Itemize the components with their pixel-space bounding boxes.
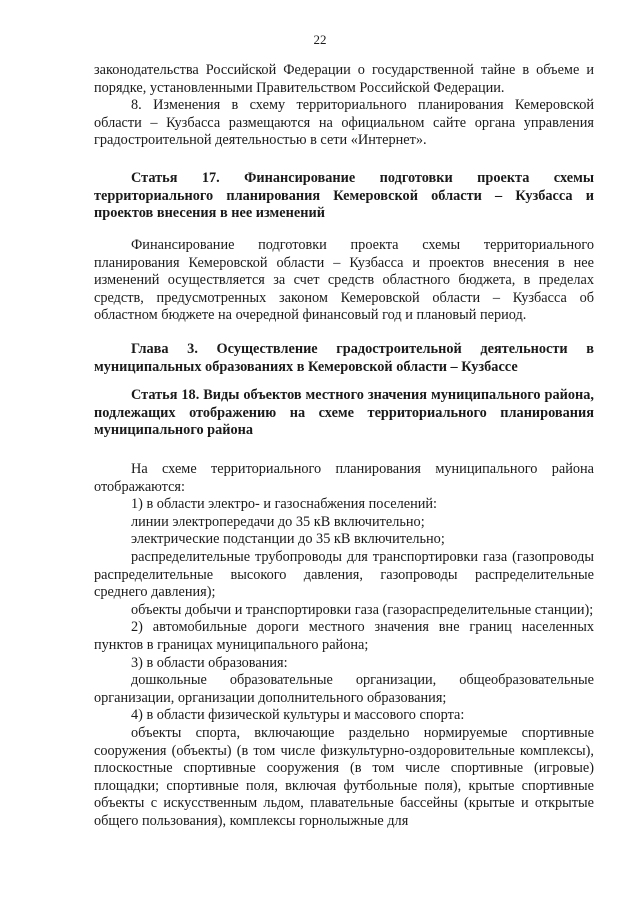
intro-paragraph: законодательства Российской Федерации о государственной тайне в объеме и порядке, установленными Правительством Российской Федерации.	[94, 62, 594, 96]
article-18-heading: Статья 18. Виды объектов местного значения муниципального района, подлежащих отображению на схеме территориального планирования муниципального района	[94, 387, 594, 439]
article-17-body-block	[94, 237, 594, 325]
article-18-paragraph: 3) в области образования:	[131, 654, 288, 671]
article-18-paragraph: объекты добычи и транспортировки газа (газораспределительные станции);	[131, 601, 594, 618]
intro-paragraph-8: 8. Изменения в схему территориального планирования Кемеровской области – Кузбасса размещаются на официальном сайте органа управления градостроительной деятельностью в сети «Интернет».	[94, 97, 594, 149]
article-18-paragraph: 4) в области физической культуры и массового спорта:	[131, 707, 465, 724]
article-17-heading: Статья 17. Финансирование подготовки проекта схемы территориального планирования Кемеровской области – Кузбасса и проектов внесения в нее изменений	[94, 170, 594, 222]
article-18-paragraph: распределительные трубопроводы для транспортировки газа (газопроводы распределительные высокого давления, газопроводы распределительные среднего давления);	[94, 548, 594, 601]
article-18-paragraph: электрические подстанции до 35 кВ включительно;	[131, 531, 445, 548]
chapter-3-heading: Глава 3. Осуществление градостроительной деятельности в муниципальных образованиях в Кемеровской области – Кузбассе	[94, 341, 594, 375]
article-17-body: Финансирование подготовки проекта схемы территориального планирования Кемеровской области – Кузбасса и проектов внесения в нее изменений осуществляется за счет средств областного бюджета, в пределах средств, предусмотренных законом Кемеровской области – Кузбасса об областном бюджете на очередной финансовый год и плановый период.	[94, 237, 594, 324]
article-18-paragraph: линии электропередачи до 35 кВ включительно;	[131, 513, 425, 530]
article-18-paragraph: дошкольные образовательные организации, общеобразовательные организации, организации дополнительного образования;	[94, 672, 594, 706]
article-17-heading-block	[94, 170, 594, 223]
article-18-paragraph: 1) в области электро- и газоснабжения поселений:	[131, 496, 438, 513]
article-18-paragraph: объекты спорта, включающие раздельно нормируемые спортивные сооружения (объекты) (в том числе физкультурно-оздоровительные комплексы), плоскостные спортивные сооружения (в том числе спортивные (игровые) площадки; спортивные поля, включая футбольные поля), крытые спортивные объекты с искусственным льдом, плавательные бассейны (крытые и открытые общего пользования), комплексы горнолыжные для	[94, 724, 594, 829]
article-18-heading-block	[94, 387, 594, 440]
intro-block	[94, 62, 594, 150]
page-number: 22	[313, 32, 327, 47]
article-18-paragraph: 2) автомобильные дороги местного значения вне границ населенных пунктов в границах муниципального района;	[94, 619, 594, 653]
chapter-3-heading-block	[94, 341, 594, 376]
article-18-body-block	[94, 461, 594, 830]
article-18-paragraph: На схеме территориального планирования муниципального района отображаются:	[94, 461, 594, 495]
